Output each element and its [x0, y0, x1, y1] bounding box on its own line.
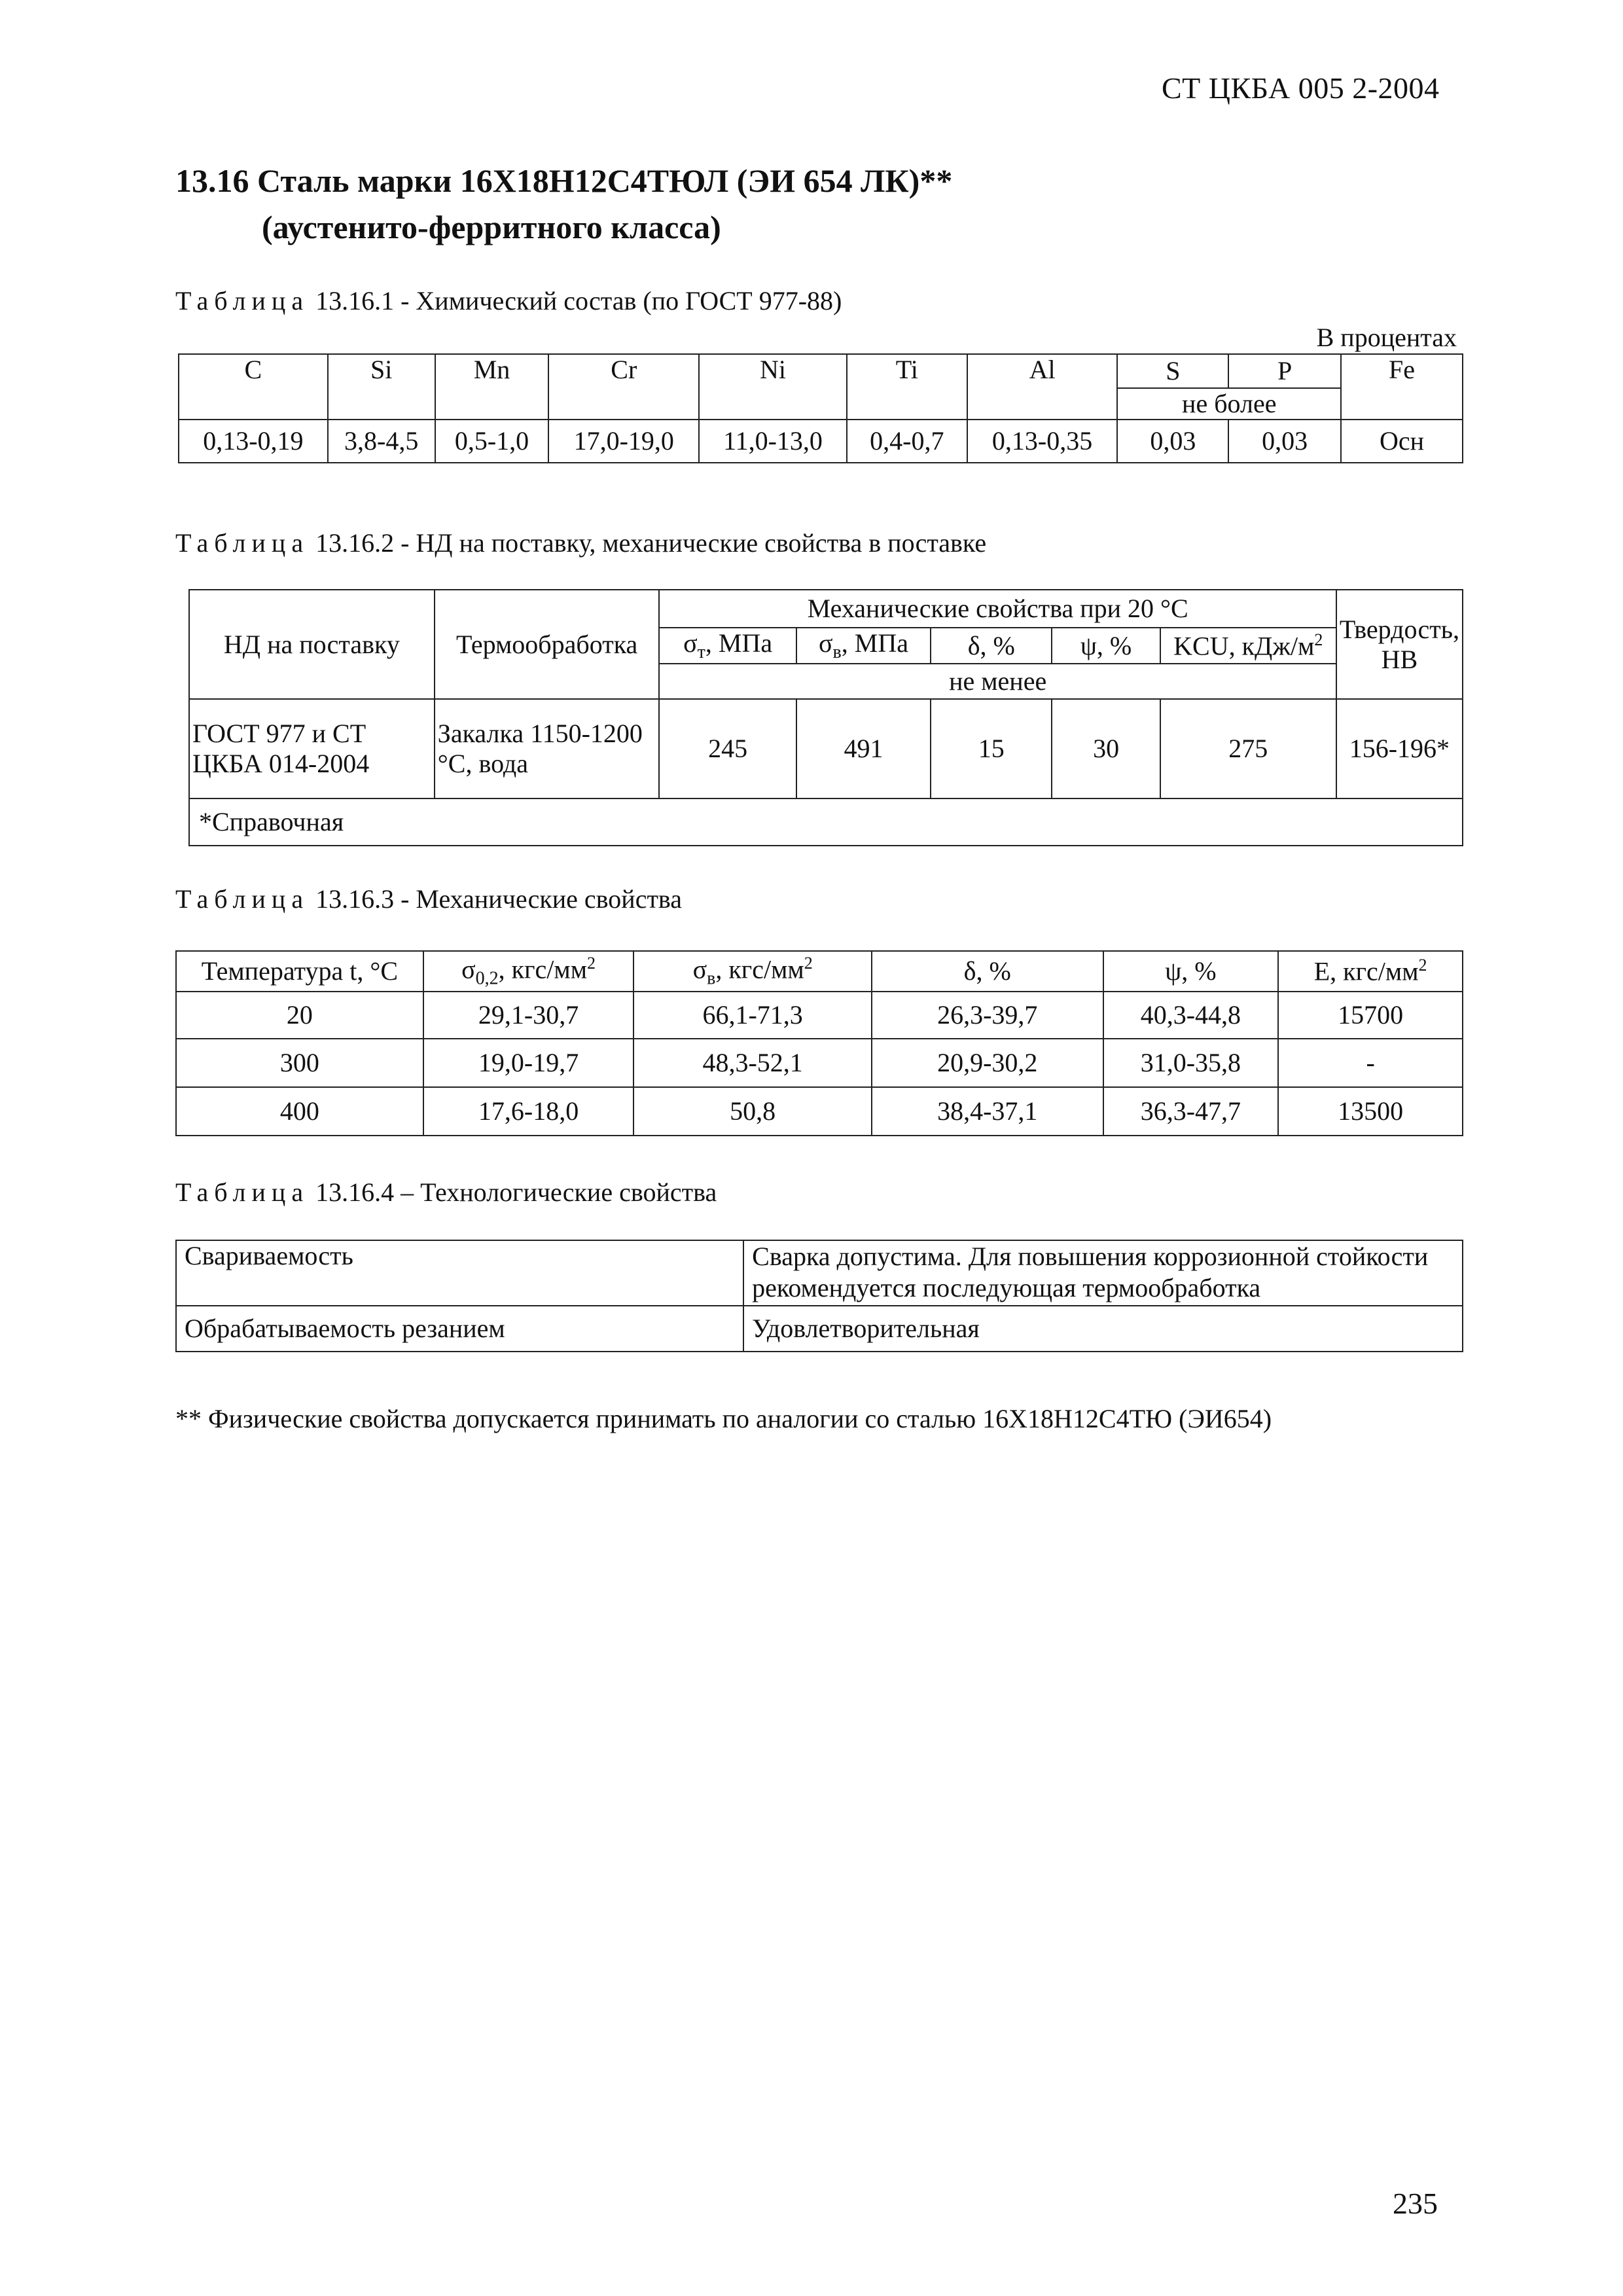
table-2-caption: Таблица 13.16.2 - НД на поставку, механические свойства в поставке — [175, 528, 987, 558]
table-1-unit: В процентах — [1316, 323, 1457, 352]
nd-value: ГОСТ 977 и СТ ЦКБА 014-2004 — [189, 699, 435, 798]
min-subheader: не менее — [659, 664, 1336, 699]
table-cell: 300 — [176, 1039, 423, 1087]
col-header-fe: Fe — [1341, 354, 1463, 420]
table-cell: 66,1-71,3 — [633, 992, 872, 1039]
col-header-p: P — [1228, 354, 1341, 388]
nd-header: НД на поставку — [189, 590, 435, 699]
table-cell: 36,3-47,7 — [1103, 1087, 1279, 1136]
table-cell: 17,0-19,0 — [548, 420, 699, 463]
table-cell: 15700 — [1278, 992, 1463, 1039]
table-cell: 0,13-0,19 — [179, 420, 328, 463]
delivery-properties-table — [188, 589, 1463, 846]
table-cell: 400 — [176, 1087, 423, 1136]
col-header-c: C — [179, 354, 328, 420]
col-header-al: Al — [967, 354, 1118, 420]
table-cell: 245 — [659, 699, 796, 798]
col-header-cr: Cr — [548, 354, 699, 420]
sigma-b-header: $\sigma_в$, кгс/$мм^2$ — [633, 951, 872, 992]
modulus-header: Е, кгс/$мм^2$ — [1278, 951, 1463, 992]
table-cell: 30 — [1052, 699, 1160, 798]
weldability-label: Свариваемость — [176, 1240, 743, 1306]
temperature-header: Температура t, °С — [176, 951, 423, 992]
page-number: 235 — [1393, 2187, 1438, 2220]
sigma-b-header: $\sigma_в$, МПа — [796, 628, 931, 664]
table-cell: 491 — [796, 699, 931, 798]
table-footnote: *Справочная — [189, 798, 1463, 846]
table-cell: Осн — [1341, 420, 1463, 463]
table-cell: 48,3-52,1 — [633, 1039, 872, 1087]
technological-properties-table — [175, 1240, 1463, 1352]
heat-treatment-value: Закалка 1150-1200 °С, вода — [435, 699, 660, 798]
section-subtitle: (аустенито-ферритного класса) — [262, 209, 721, 245]
hardness-value: 156-196* — [1336, 699, 1463, 798]
table-cell: 50,8 — [633, 1087, 872, 1136]
table-cell: 0,13-0,35 — [967, 420, 1118, 463]
table-cell: 26,3-39,7 — [872, 992, 1103, 1039]
table-cell: 3,8-4,5 — [328, 420, 435, 463]
col-header-ni: Ni — [699, 354, 847, 420]
chemical-composition-table — [178, 353, 1463, 463]
table-cell: 17,6-18,0 — [423, 1087, 634, 1136]
table-cell: 0,03 — [1117, 420, 1228, 463]
table-cell: 31,0-35,8 — [1103, 1039, 1279, 1087]
sigma-t-header: $\sigma_т$, МПа — [659, 628, 796, 664]
machinability-value: Удовлетворительная — [743, 1306, 1463, 1352]
psi-header: ψ, % — [1052, 628, 1160, 664]
delta-header: δ, % — [931, 628, 1052, 664]
table-cell: 40,3-44,8 — [1103, 992, 1279, 1039]
kcu-header: KCU, кДж/$м^2$ — [1160, 628, 1336, 664]
mech-props-header: Механические свойства при 20 °С — [659, 590, 1336, 628]
col-header-s: S — [1117, 354, 1228, 388]
mechanical-properties-table — [175, 950, 1463, 1136]
heat-treatment-header: Термообработка — [435, 590, 660, 699]
psi-header: ψ, % — [1103, 951, 1279, 992]
table-cell: 275 — [1160, 699, 1336, 798]
hardness-header: Твердость, НВ — [1336, 590, 1463, 699]
col-header-ti: Ti — [847, 354, 967, 420]
table-cell: 20 — [176, 992, 423, 1039]
table-cell: 19,0-19,7 — [423, 1039, 634, 1087]
weldability-value: Сварка допустима. Для повышения коррозионной стойкости рекомендуется последующая термообработка — [743, 1240, 1463, 1306]
table-cell: 0,03 — [1228, 420, 1341, 463]
document-code: СТ ЦКБА 005 2-2004 — [1162, 71, 1440, 105]
table-cell: 0,5-1,0 — [435, 420, 549, 463]
machinability-label: Обрабатываемость резанием — [176, 1306, 743, 1352]
col-header-mn: Mn — [435, 354, 549, 420]
table-cell: 38,4-37,1 — [872, 1087, 1103, 1136]
col-header-si: Si — [328, 354, 435, 420]
table-cell: 11,0-13,0 — [699, 420, 847, 463]
table-cell: 29,1-30,7 — [423, 992, 634, 1039]
sigma-02-header: $\sigma_{0,2}$, кгс/$мм^2$ — [423, 951, 634, 992]
physical-properties-note: ** Физические свойства допускается принимать по аналогии со сталью 16Х18Н12С4ТЮ (ЭИ654) — [175, 1404, 1272, 1433]
table-cell: 15 — [931, 699, 1052, 798]
section-title: 13.16 Сталь марки 16Х18Н12С4ТЮЛ (ЭИ 654 ЛК)** — [175, 162, 953, 199]
table-cell: 20,9-30,2 — [872, 1039, 1103, 1087]
table-cell: 13500 — [1278, 1087, 1463, 1136]
table-4-caption: Таблица 13.16.4 – Технологические свойства — [175, 1177, 717, 1207]
delta-header: δ, % — [872, 951, 1103, 992]
table-cell: 0,4-0,7 — [847, 420, 967, 463]
table-3-caption: Таблица 13.16.3 - Механические свойства — [175, 884, 683, 914]
max-subheader: не более — [1117, 388, 1341, 420]
table-cell: - — [1278, 1039, 1463, 1087]
table-1-caption: Таблица 13.16.1 - Химический состав (по ГОСТ 977-88) — [175, 286, 842, 315]
